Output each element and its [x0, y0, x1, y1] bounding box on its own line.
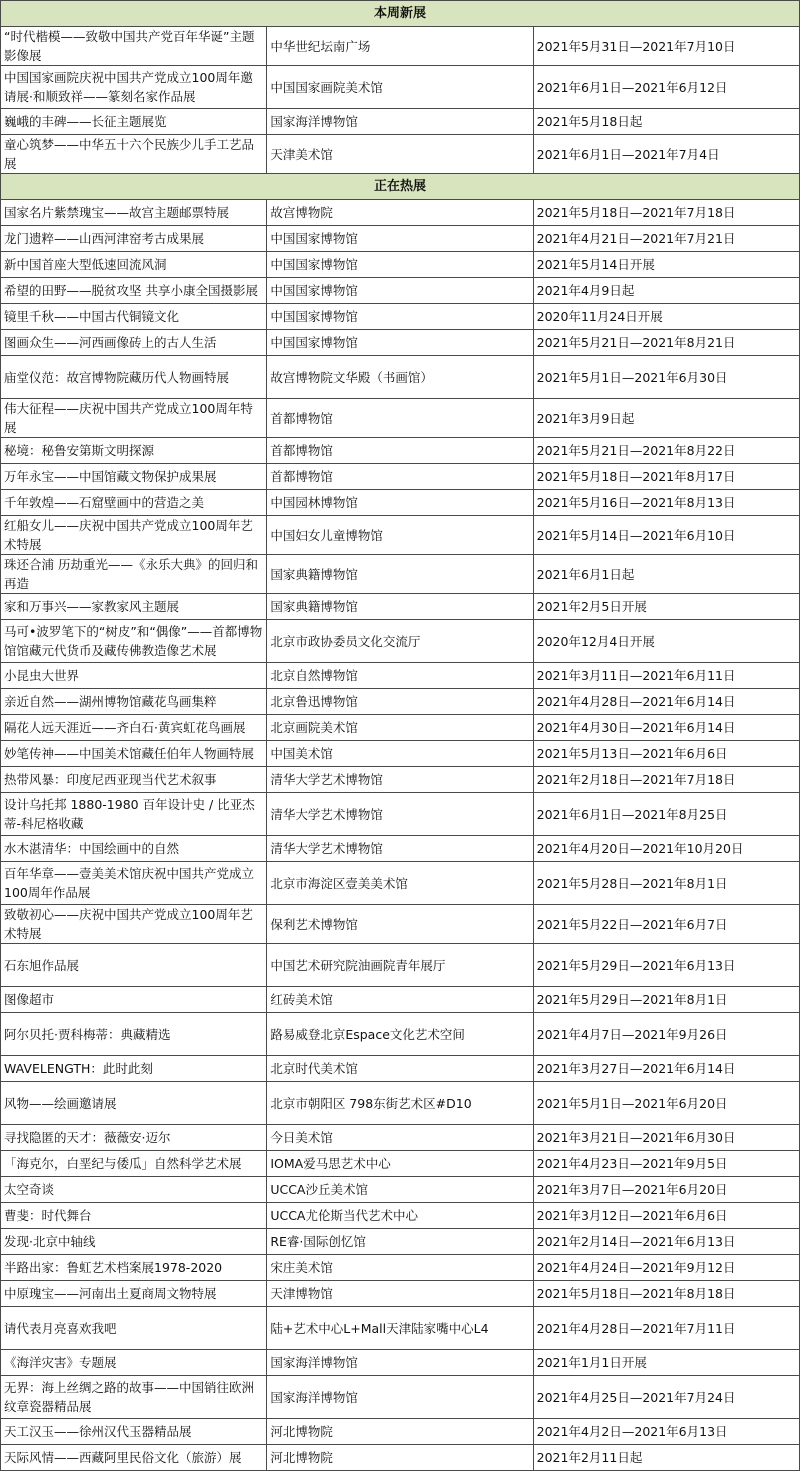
exhibition-date: 2021年4月20日—2021年10月20日 — [533, 836, 799, 862]
exhibition-date: 2021年5月31日—2021年7月10日 — [533, 27, 799, 66]
venue-name: 河北博物院 — [267, 1419, 533, 1445]
exhibition-date: 2021年3月9日起 — [533, 399, 799, 438]
exhibition-name: 请代表月亮喜欢我吧 — [1, 1307, 267, 1350]
exhibition-name: 「海克尔，白垩纪与倭瓜」自然科学艺术展 — [1, 1151, 267, 1177]
exhibition-name: 家和万事兴——家教家风主题展 — [1, 594, 267, 620]
venue-name: 中国园林博物馆 — [267, 490, 533, 516]
table-row — [1, 1125, 800, 1151]
table-row — [1, 66, 800, 109]
venue-name: 故宫博物院文华殿（书画馆） — [267, 356, 533, 399]
exhibition-name: 发现·北京中轴线 — [1, 1229, 267, 1255]
table-row — [1, 663, 800, 689]
venue-name: UCCA沙丘美术馆 — [267, 1177, 533, 1203]
venue-name: 天津美术馆 — [267, 135, 533, 174]
venue-name: 首都博物馆 — [267, 438, 533, 464]
table-row — [1, 135, 800, 174]
exhibition-name: 百年华章——壹美美术馆庆祝中国共产党成立100周年作品展 — [1, 862, 267, 905]
exhibition-name: 致敬初心——庆祝中国共产党成立100周年艺术特展 — [1, 905, 267, 944]
exhibition-name: 石东旭作品展 — [1, 944, 267, 987]
table-row — [1, 715, 800, 741]
table-row — [1, 27, 800, 66]
exhibition-name: 巍峨的丰碑——长征主题展览 — [1, 109, 267, 135]
exhibition-name: 秘境：秘鲁安第斯文明探源 — [1, 438, 267, 464]
table-row — [1, 1151, 800, 1177]
exhibition-date: 2021年3月21日—2021年6月30日 — [533, 1125, 799, 1151]
exhibition-date: 2021年3月27日—2021年6月14日 — [533, 1056, 799, 1082]
exhibition-name: 隔花人远天涯近——齐白石·黄宾虹花鸟画展 — [1, 715, 267, 741]
venue-name: 今日美术馆 — [267, 1125, 533, 1151]
table-row — [1, 252, 800, 278]
exhibition-date: 2021年5月18日起 — [533, 109, 799, 135]
table-row — [1, 399, 800, 438]
exhibition-date: 2021年4月23日—2021年9月5日 — [533, 1151, 799, 1177]
exhibition-date: 2021年2月11日起 — [533, 1445, 799, 1471]
table-row — [1, 330, 800, 356]
table-row — [1, 200, 800, 226]
exhibition-date: 2021年5月1日—2021年6月20日 — [533, 1082, 799, 1125]
exhibition-name: 图像超市 — [1, 987, 267, 1013]
exhibition-name: 红船女儿——庆祝中国共产党成立100周年艺术特展 — [1, 516, 267, 555]
venue-name: 首都博物馆 — [267, 464, 533, 490]
exhibition-name: 半路出家：鲁虹艺术档案展1978-2020 — [1, 1255, 267, 1281]
table-row — [1, 226, 800, 252]
section-header — [1, 1, 800, 27]
venue-name: 中国妇女儿童博物馆 — [267, 516, 533, 555]
exhibition-date: 2021年4月28日—2021年7月11日 — [533, 1307, 799, 1350]
exhibition-name: 无界：海上丝绸之路的故事——中国销往欧洲纹章瓷器精品展 — [1, 1376, 267, 1419]
exhibition-date: 2021年6月1日—2021年8月25日 — [533, 793, 799, 836]
venue-name: 路易威登北京Espace文化艺术空间 — [267, 1013, 533, 1056]
table-row — [1, 905, 800, 944]
venue-name: 中国国家博物馆 — [267, 226, 533, 252]
venue-name: 清华大学艺术博物馆 — [267, 836, 533, 862]
venue-name: 中国美术馆 — [267, 741, 533, 767]
exhibition-date: 2021年5月29日—2021年8月1日 — [533, 987, 799, 1013]
table-row — [1, 1445, 800, 1471]
venue-name: 天津博物馆 — [267, 1281, 533, 1307]
venue-name: 国家典籍博物馆 — [267, 594, 533, 620]
venue-name: 清华大学艺术博物馆 — [267, 793, 533, 836]
exhibition-date: 2021年4月7日—2021年9月26日 — [533, 1013, 799, 1056]
exhibition-name: 图画众生——河西画像砖上的古人生活 — [1, 330, 267, 356]
exhibition-name: 中原瑰宝——河南出土夏商周文物特展 — [1, 1281, 267, 1307]
exhibition-name: 《海洋灾害》专题展 — [1, 1350, 267, 1376]
exhibition-date: 2021年6月1日起 — [533, 555, 799, 594]
venue-name: 北京市政协委员文化交流厅 — [267, 620, 533, 663]
exhibition-date: 2021年5月18日—2021年7月18日 — [533, 200, 799, 226]
exhibition-name: WAVELENGTH：此时此刻 — [1, 1056, 267, 1082]
table-row — [1, 836, 800, 862]
exhibition-date: 2021年5月28日—2021年8月1日 — [533, 862, 799, 905]
table-row — [1, 944, 800, 987]
exhibition-date: 2020年12月4日开展 — [533, 620, 799, 663]
exhibition-date: 2021年4月21日—2021年7月21日 — [533, 226, 799, 252]
exhibition-date: 2021年1月1日开展 — [533, 1350, 799, 1376]
exhibition-date: 2021年5月14日—2021年6月10日 — [533, 516, 799, 555]
table-row — [1, 1419, 800, 1445]
table-row — [1, 1376, 800, 1419]
venue-name: 中华世纪坛南广场 — [267, 27, 533, 66]
exhibition-name: 天际风情——西藏阿里民俗文化（旅游）展 — [1, 1445, 267, 1471]
exhibition-name: 国家名片紫禁瑰宝——故宫主题邮票特展 — [1, 200, 267, 226]
table-row — [1, 490, 800, 516]
table-row — [1, 1013, 800, 1056]
table-row — [1, 987, 800, 1013]
exhibition-date: 2020年11月24日开展 — [533, 304, 799, 330]
venue-name: 中国国家画院美术馆 — [267, 66, 533, 109]
table-row — [1, 464, 800, 490]
exhibition-date: 2021年5月18日—2021年8月17日 — [533, 464, 799, 490]
section-header — [1, 174, 800, 200]
table-row — [1, 741, 800, 767]
exhibition-date: 2021年4月2日—2021年6月13日 — [533, 1419, 799, 1445]
table-row — [1, 278, 800, 304]
venue-name: 北京自然博物馆 — [267, 663, 533, 689]
exhibition-name: 庙堂仪范：故宫博物院藏历代人物画特展 — [1, 356, 267, 399]
venue-name: 河北博物院 — [267, 1445, 533, 1471]
exhibition-name: “时代楷模——致敬中国共产党百年华诞”主题影像展 — [1, 27, 267, 66]
table-row — [1, 594, 800, 620]
table-row — [1, 1350, 800, 1376]
exhibition-date: 2021年5月13日—2021年6月6日 — [533, 741, 799, 767]
venue-name: 国家海洋博物馆 — [267, 109, 533, 135]
venue-name: 首都博物馆 — [267, 399, 533, 438]
venue-name: 北京市海淀区壹美美术馆 — [267, 862, 533, 905]
exhibition-name: 妙笔传神——中国美术馆藏任伯年人物画特展 — [1, 741, 267, 767]
venue-name: 北京时代美术馆 — [267, 1056, 533, 1082]
venue-name: 国家海洋博物馆 — [267, 1376, 533, 1419]
exhibition-name: 希望的田野——脱贫攻坚 共享小康全国摄影展 — [1, 278, 267, 304]
exhibition-name: 千年敦煌——石窟壁画中的营造之美 — [1, 490, 267, 516]
venue-name: 中国国家博物馆 — [267, 304, 533, 330]
venue-name: RE睿·国际创忆馆 — [267, 1229, 533, 1255]
exhibition-name: 太空奇谈 — [1, 1177, 267, 1203]
table-row — [1, 620, 800, 663]
table-row — [1, 1177, 800, 1203]
table-row — [1, 767, 800, 793]
table-row — [1, 1255, 800, 1281]
table-row — [1, 516, 800, 555]
exhibition-name: 寻找隐匿的天才：薇薇安·迈尔 — [1, 1125, 267, 1151]
exhibition-date: 2021年2月18日—2021年7月18日 — [533, 767, 799, 793]
exhibition-date: 2021年6月1日—2021年7月4日 — [533, 135, 799, 174]
venue-name: UCCA尤伦斯当代艺术中心 — [267, 1203, 533, 1229]
table-row — [1, 356, 800, 399]
exhibition-date: 2021年5月18日—2021年8月18日 — [533, 1281, 799, 1307]
table-row — [1, 1281, 800, 1307]
section-title: 正在热展 — [1, 174, 800, 200]
venue-name: 红砖美术馆 — [267, 987, 533, 1013]
table-row — [1, 304, 800, 330]
exhibition-date: 2021年4月25日—2021年7月24日 — [533, 1376, 799, 1419]
exhibition-date: 2021年3月12日—2021年6月6日 — [533, 1203, 799, 1229]
exhibition-name: 热带风暴：印度尼西亚现当代艺术叙事 — [1, 767, 267, 793]
table-row — [1, 109, 800, 135]
venue-name: 宋庄美术馆 — [267, 1255, 533, 1281]
table-row — [1, 862, 800, 905]
exhibition-date: 2021年3月7日—2021年6月20日 — [533, 1177, 799, 1203]
exhibition-name: 水木湛清华：中国绘画中的自然 — [1, 836, 267, 862]
exhibition-name: 风物——绘画邀请展 — [1, 1082, 267, 1125]
table-row — [1, 689, 800, 715]
exhibition-name: 天工汉玉——徐州汉代玉器精品展 — [1, 1419, 267, 1445]
exhibition-name: 阿尔贝托·贾科梅蒂：典藏精选 — [1, 1013, 267, 1056]
venue-name: 北京画院美术馆 — [267, 715, 533, 741]
venue-name: 清华大学艺术博物馆 — [267, 767, 533, 793]
exhibition-date: 2021年4月28日—2021年6月14日 — [533, 689, 799, 715]
table-row — [1, 1229, 800, 1255]
exhibition-date: 2021年2月5日开展 — [533, 594, 799, 620]
venue-name: 陆+艺术中心L+Mall天津陆家嘴中心L4 — [267, 1307, 533, 1350]
exhibition-name: 珠还合浦 历劫重光——《永乐大典》的回归和再造 — [1, 555, 267, 594]
venue-name: 北京鲁迅博物馆 — [267, 689, 533, 715]
venue-name: 保利艺术博物馆 — [267, 905, 533, 944]
exhibition-name: 亲近自然——湖州博物馆藏花鸟画集粹 — [1, 689, 267, 715]
exhibition-date: 2021年4月24日—2021年9月12日 — [533, 1255, 799, 1281]
exhibition-name: 伟大征程——庆祝中国共产党成立100周年特展 — [1, 399, 267, 438]
section-title: 本周新展 — [1, 1, 800, 27]
venue-name: 北京市朝阳区 798东街艺术区#D10 — [267, 1082, 533, 1125]
exhibition-date: 2021年4月9日起 — [533, 278, 799, 304]
exhibition-date: 2021年5月21日—2021年8月22日 — [533, 438, 799, 464]
exhibition-date: 2021年5月22日—2021年6月7日 — [533, 905, 799, 944]
table-row — [1, 438, 800, 464]
table-row — [1, 793, 800, 836]
exhibition-date: 2021年5月16日—2021年8月13日 — [533, 490, 799, 516]
exhibition-date: 2021年3月11日—2021年6月11日 — [533, 663, 799, 689]
exhibition-name: 中国国家画院庆祝中国共产党成立100周年邀请展·和顺致祥——篆刻名家作品展 — [1, 66, 267, 109]
venue-name: 国家海洋博物馆 — [267, 1350, 533, 1376]
table-row — [1, 1203, 800, 1229]
venue-name: 中国艺术研究院油画院青年展厅 — [267, 944, 533, 987]
table-row — [1, 1056, 800, 1082]
exhibition-name: 设计乌托邦 1880-1980 百年设计史 / 比亚杰蒂-科尼格收藏 — [1, 793, 267, 836]
exhibition-date: 2021年6月1日—2021年6月12日 — [533, 66, 799, 109]
exhibition-date: 2021年5月21日—2021年8月21日 — [533, 330, 799, 356]
exhibition-name: 小昆虫大世界 — [1, 663, 267, 689]
exhibition-name: 镜里千秋——中国古代铜镜文化 — [1, 304, 267, 330]
exhibition-date: 2021年5月14日开展 — [533, 252, 799, 278]
venue-name: 中国国家博物馆 — [267, 330, 533, 356]
table-row — [1, 1307, 800, 1350]
exhibition-name: 龙门遗粹——山西河津窑考古成果展 — [1, 226, 267, 252]
exhibition-date: 2021年4月30日—2021年6月14日 — [533, 715, 799, 741]
exhibition-name: 曹斐：时代舞台 — [1, 1203, 267, 1229]
exhibition-name: 童心筑梦——中华五十六个民族少儿手工艺品展 — [1, 135, 267, 174]
exhibition-date: 2021年5月1日—2021年6月30日 — [533, 356, 799, 399]
table-row — [1, 555, 800, 594]
exhibition-date: 2021年5月29日—2021年6月13日 — [533, 944, 799, 987]
exhibition-name: 新中国首座大型低速回流风洞 — [1, 252, 267, 278]
venue-name: 故宫博物院 — [267, 200, 533, 226]
venue-name: 国家典籍博物馆 — [267, 555, 533, 594]
exhibition-name: 马可•波罗笔下的“树皮”和“偶像”——首都博物馆馆藏元代货币及藏传佛教造像艺术展 — [1, 620, 267, 663]
venue-name: IOMA爱马思艺术中心 — [267, 1151, 533, 1177]
venue-name: 中国国家博物馆 — [267, 278, 533, 304]
table-row — [1, 1082, 800, 1125]
venue-name: 中国国家博物馆 — [267, 252, 533, 278]
exhibition-name: 万年永宝——中国馆藏文物保护成果展 — [1, 464, 267, 490]
exhibition-date: 2021年2月14日—2021年6月13日 — [533, 1229, 799, 1255]
